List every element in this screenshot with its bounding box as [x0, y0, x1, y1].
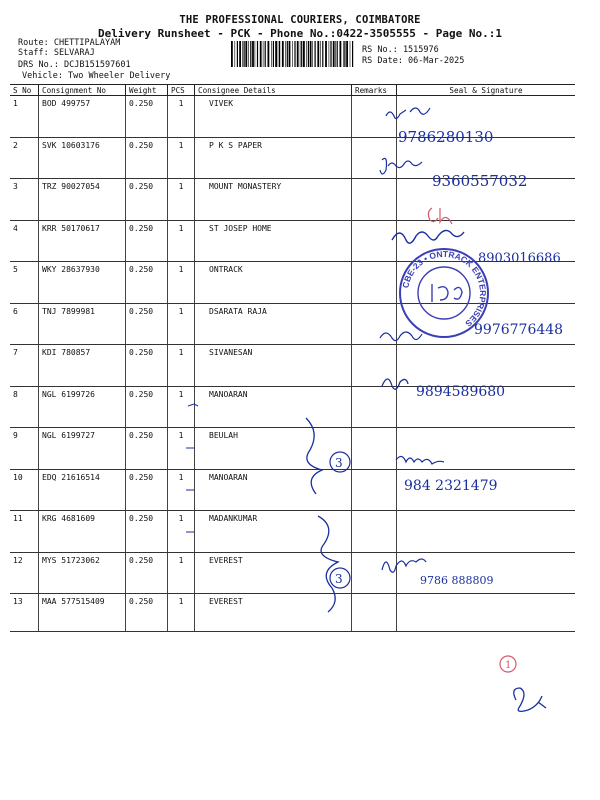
barcode-bar	[289, 41, 291, 67]
table-row	[10, 511, 575, 553]
cell-remarks	[352, 345, 397, 387]
handwritten-number-row-4: 8903016686	[478, 251, 561, 266]
barcode-bar	[279, 41, 280, 67]
cell-weight: 0.250	[126, 428, 168, 470]
barcode-bar	[352, 41, 353, 67]
barcode-bar	[250, 41, 251, 67]
barcode-bar	[235, 41, 236, 67]
barcode-bar	[278, 41, 279, 67]
cell-sno: 11	[10, 511, 39, 553]
header-consignee: Consignee Details	[195, 85, 352, 96]
barcode-bar	[333, 41, 335, 67]
cell-consignee: EVEREST	[195, 552, 352, 594]
barcode-bar	[303, 41, 305, 67]
barcode-bar	[248, 41, 249, 67]
cell-seal-signature	[397, 469, 576, 511]
stamp-text: CBE-23 • ONTRACK ENTERPRISES	[400, 248, 489, 329]
cell-seal-signature	[397, 137, 576, 179]
barcode-bar	[343, 41, 344, 67]
cell-consignment-no: EDQ 21616514	[39, 469, 126, 511]
cell-weight: 0.250	[126, 96, 168, 138]
cell-remarks	[352, 179, 397, 221]
cell-consignment-no: BOD 499757	[39, 96, 126, 138]
cell-consignment-no: KRG 4681609	[39, 511, 126, 553]
cell-pcs: 1	[168, 511, 195, 553]
cell-remarks	[352, 428, 397, 470]
cell-sno: 7	[10, 345, 39, 387]
barcode-bar	[245, 41, 247, 67]
cell-seal-signature	[397, 552, 576, 594]
barcode-bar	[244, 41, 245, 67]
cell-pcs: 1	[168, 220, 195, 262]
cell-seal-signature	[397, 428, 576, 470]
cell-pcs: 1	[168, 552, 195, 594]
red-circle-label: 1	[505, 660, 512, 671]
runsheet-subtitle: Delivery Runsheet - PCK - Phone No.:0422-3505555 - Page No.:1	[98, 27, 502, 40]
cell-pcs: 1	[168, 345, 195, 387]
barcode-bar	[297, 41, 299, 67]
cell-consignment-no: MAA 577515409	[39, 594, 126, 632]
handwritten-number-row-6: 9976776448	[474, 322, 564, 338]
handwritten-number-row-12: 9786 888809	[420, 574, 494, 587]
cell-sno: 8	[10, 386, 39, 428]
barcode-bar	[260, 41, 262, 67]
cell-consignee: MOUNT MONASTERY	[195, 179, 352, 221]
barcode-bar	[265, 41, 266, 67]
cell-pcs: 1	[168, 262, 195, 304]
cell-consignee: VIVEK	[195, 96, 352, 138]
cell-remarks	[352, 594, 397, 632]
cell-weight: 0.250	[126, 262, 168, 304]
cell-remarks	[352, 303, 397, 345]
cell-seal-signature	[397, 179, 576, 221]
cell-consignment-no: WKY 28637930	[39, 262, 126, 304]
cell-pcs: 1	[168, 594, 195, 632]
table-row	[10, 469, 575, 511]
header-weight: Weight	[126, 85, 168, 96]
cell-pcs: 1	[168, 469, 195, 511]
cell-pcs: 1	[168, 137, 195, 179]
cell-seal-signature	[397, 594, 576, 632]
table-row	[10, 345, 575, 387]
cell-seal-signature	[397, 96, 576, 138]
barcode-bar	[329, 41, 330, 67]
route-label: Route: CHETTIPALAYAM	[18, 38, 121, 48]
cell-seal-signature	[397, 262, 576, 304]
cell-weight: 0.250	[126, 511, 168, 553]
table-row	[10, 386, 575, 428]
table-header-row	[10, 85, 575, 96]
cell-sno: 12	[10, 552, 39, 594]
handwritten-number-row-10: 984 2321479	[404, 478, 498, 494]
footer-signature	[514, 688, 546, 711]
barcode-bar	[350, 41, 351, 67]
cell-pcs: 1	[168, 386, 195, 428]
header-consignment: Consignment No	[39, 85, 126, 96]
cell-consignee: DSARATA RAJA	[195, 303, 352, 345]
cell-weight: 0.250	[126, 137, 168, 179]
table-row	[10, 179, 575, 221]
handwritten-number-row-1: 9786280130	[398, 128, 494, 146]
barcode-bar	[231, 41, 233, 67]
barcode-bar	[237, 41, 238, 67]
cell-remarks	[352, 469, 397, 511]
barcode-bar	[308, 41, 309, 67]
cell-consignment-no: TNJ 7899981	[39, 303, 126, 345]
cell-consignment-no: TRZ 90027054	[39, 179, 126, 221]
barcode-bar	[346, 41, 348, 67]
cell-consignee: EVEREST	[195, 594, 352, 632]
barcode-bar	[287, 41, 288, 67]
table-row	[10, 137, 575, 179]
cell-weight: 0.250	[126, 303, 168, 345]
cell-weight: 0.250	[126, 179, 168, 221]
barcode-bar	[239, 41, 241, 67]
cell-sno: 3	[10, 179, 39, 221]
cell-consignment-no: KDI 780857	[39, 345, 126, 387]
cell-consignee: MANOARAN	[195, 386, 352, 428]
table-row	[10, 428, 575, 470]
barcode-bar	[285, 41, 286, 67]
barcode-bar	[242, 41, 243, 67]
cell-weight: 0.250	[126, 469, 168, 511]
cell-sno: 6	[10, 303, 39, 345]
cell-seal-signature	[397, 386, 576, 428]
barcode-bar	[255, 41, 256, 67]
barcode-bar	[322, 41, 323, 67]
cell-seal-signature	[397, 511, 576, 553]
barcode-bar	[320, 41, 321, 67]
cell-weight: 0.250	[126, 386, 168, 428]
table-row	[10, 552, 575, 594]
table-row	[10, 220, 575, 262]
cell-consignee: P K S PAPER	[195, 137, 352, 179]
cell-consignment-no: MYS 51723062	[39, 552, 126, 594]
barcode-bar	[292, 41, 293, 67]
barcode-bar	[340, 41, 342, 67]
barcode-bar	[312, 41, 313, 67]
barcode-bar	[344, 41, 345, 67]
cell-remarks	[352, 386, 397, 428]
header-pcs: PCS	[168, 85, 195, 96]
cell-remarks	[352, 137, 397, 179]
cell-consignee: BEULAH	[195, 428, 352, 470]
barcode-bar	[325, 41, 327, 67]
barcode-bar	[306, 41, 307, 67]
cell-seal-signature	[397, 220, 576, 262]
cell-sno: 13	[10, 594, 39, 632]
barcode-bar	[300, 41, 301, 67]
vehicle-label: Vehicle: Two Wheeler Delivery	[22, 71, 171, 81]
table-row	[10, 303, 575, 345]
runsheet-table	[10, 84, 575, 632]
red-circle-mark	[500, 656, 516, 672]
barcode-bar	[337, 41, 338, 67]
cell-consignment-no: NGL 6199726	[39, 386, 126, 428]
cell-remarks	[352, 262, 397, 304]
cell-consignment-no: SVK 10603176	[39, 137, 126, 179]
barcode-bar	[301, 41, 302, 67]
cell-sno: 9	[10, 428, 39, 470]
count-label-2: 3	[335, 572, 343, 586]
cell-pcs: 1	[168, 303, 195, 345]
barcode-bar	[317, 41, 319, 67]
barcode	[230, 41, 355, 67]
cell-sno: 1	[10, 96, 39, 138]
barcode-bar	[252, 41, 254, 67]
drs-number: DRS No.: DCJB151597601	[18, 60, 131, 70]
cell-consignee: MANOARAN	[195, 469, 352, 511]
cell-remarks	[352, 220, 397, 262]
cell-remarks	[352, 511, 397, 553]
count-label-1: 3	[335, 456, 343, 470]
cell-sno: 5	[10, 262, 39, 304]
barcode-bar	[263, 41, 264, 67]
cell-pcs: 1	[168, 96, 195, 138]
barcode-bar	[330, 41, 331, 67]
barcode-bar	[315, 41, 316, 67]
cell-sno: 4	[10, 220, 39, 262]
cell-seal-signature	[397, 303, 576, 345]
table-row	[10, 262, 575, 304]
cell-pcs: 1	[168, 428, 195, 470]
cell-sno: 2	[10, 137, 39, 179]
cell-consignment-no: NGL 6199727	[39, 428, 126, 470]
barcode-bar	[275, 41, 277, 67]
barcode-bar	[268, 41, 270, 67]
cell-consignee: ST JOSEP HOME	[195, 220, 352, 262]
company-title: THE PROFESSIONAL COURIERS, COIMBATORE	[179, 14, 421, 26]
barcode-bar	[257, 41, 258, 67]
cell-seal-signature	[397, 345, 576, 387]
cell-weight: 0.250	[126, 552, 168, 594]
cell-weight: 0.250	[126, 345, 168, 387]
staff-label: Staff: SELVARAJ	[18, 48, 95, 58]
table-row	[10, 594, 575, 632]
cell-pcs: 1	[168, 179, 195, 221]
handwritten-number-row-7: 9894589680	[416, 384, 506, 400]
header-sno: S No	[10, 85, 39, 96]
cell-sno: 10	[10, 469, 39, 511]
rs-number: RS No.: 1515976	[362, 45, 439, 55]
cell-consignee: MADANKUMAR	[195, 511, 352, 553]
header-remarks: Remarks	[352, 85, 397, 96]
barcode-bar	[310, 41, 312, 67]
handwritten-number-row-2: 9360557032	[432, 172, 528, 190]
cell-remarks	[352, 552, 397, 594]
cell-consignee: SIVANESAN	[195, 345, 352, 387]
barcode-bar	[273, 41, 274, 67]
rs-date: RS Date: 06-Mar-2025	[362, 56, 465, 66]
cell-weight: 0.250	[126, 220, 168, 262]
cell-consignment-no: KRR 50170617	[39, 220, 126, 262]
barcode-bar	[271, 41, 272, 67]
cell-weight: 0.250	[126, 594, 168, 632]
barcode-bar	[294, 41, 295, 67]
cell-remarks	[352, 96, 397, 138]
table-row	[10, 96, 575, 138]
barcode-bar	[335, 41, 336, 67]
header-seal-signature: Seal & Signature	[397, 85, 576, 96]
cell-consignee: ONTRACK	[195, 262, 352, 304]
barcode-bar	[282, 41, 284, 67]
